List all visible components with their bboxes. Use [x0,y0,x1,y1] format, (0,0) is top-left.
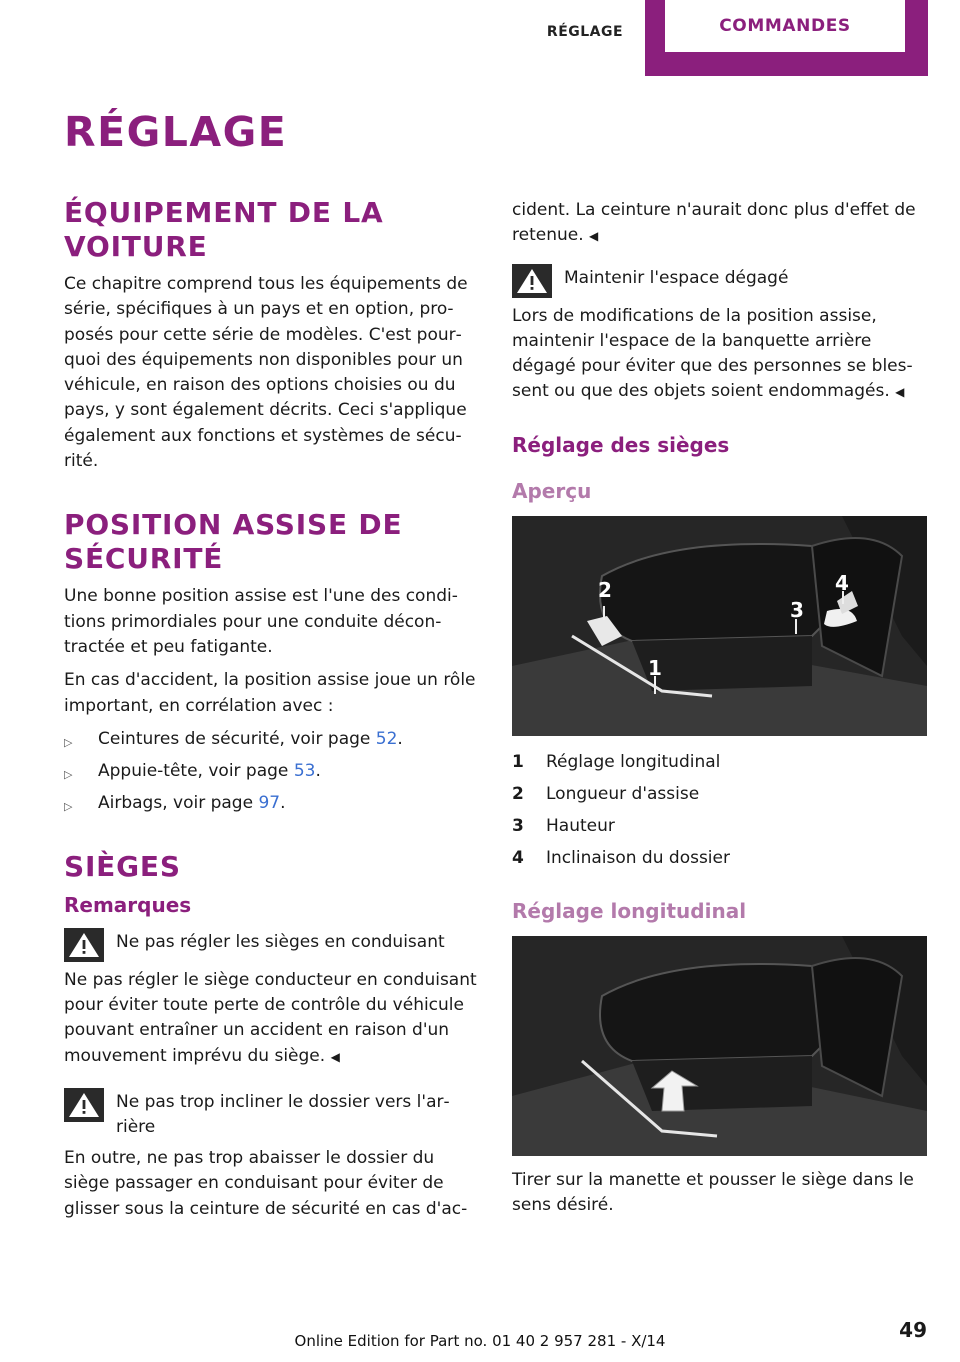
list-item: 2 Longueur d'assise [512,783,700,804]
bullet-item [64,791,479,816]
figure-callout-2: 2 [598,577,612,602]
bullet-text: Appuie-tête, voir page [98,760,294,781]
triangle-bullet-icon: ▷ [64,767,73,781]
list-item: 4 Inclinaison du dossier [512,847,730,868]
reglage-sieges-heading: Réglage des sièges [512,432,730,457]
warning-1-text: Ne pas régler le siège conducteur en conduisant pour éviter toute perte de contrôle du véhicule pouvant entraîner un accident en raison d'un mouvement imprévu du siège. ◀ [64,969,477,1066]
longitudinal-adjustment-illustration [512,936,927,1156]
warning-2-text: En outre, ne pas trop abaisser le dossier du siège passager en conduisant pour éviter de glisser sous la ceinture de sécurité en cas d'ac- [64,1148,468,1219]
bullet-text: Airbags, voir page [98,792,259,813]
warning-3-title: Maintenir l'espace dégagé [564,267,789,288]
warning-1 [64,928,479,962]
bullet-item [64,759,479,784]
position-paragraph-2: En cas d'accident, la position assise joue un rôle important, en corrélation avec : [64,670,476,716]
continued-text: cident. La ceinture n'aurait donc plus d'effet de retenue. ◀ [512,200,916,246]
warning-1-title: Ne pas régler les sièges en conduisant [116,931,445,952]
bullet-end: . [280,792,286,813]
warning-3-text: Lors de modifications de la position assise, maintenir l'espace de la banquette arrière dégagé pour éviter que des personnes se blessent ou que des objets soient endommagés. ◀ [512,305,913,402]
warning-2 [64,1088,479,1140]
list-item: 1 Réglage longitudinal [512,751,721,772]
footer-edition: Online Edition for Part no. 01 40 2 957 281 - X/14 [294,1332,666,1350]
warning-triangle-icon [64,928,104,962]
page-link-52[interactable]: 52 [375,728,398,749]
left-column [64,196,479,1230]
adjustment-list [512,746,927,874]
header-tab-commandes-label: COMMANDES [665,0,905,52]
reglage-longitudinal-heading: Réglage longitudinal [512,898,747,923]
page-title: RÉGLAGE [64,108,288,156]
list-item: 3 Hauteur [512,815,615,836]
seat-overview-figure [512,516,927,736]
equipment-text: Ce chapitre comprend tous les équipements de série, spécifiques à un pays et en option, proposés pour cette série de modèles. C'est pourquoi des équipements non disponibles pour un véhicule, en raison des options choisies ou du pays, y sont également décrits. Ceci s'applique également aux fonctions et systèmes de sécurité. [64,274,468,472]
page-link-97[interactable]: 97 [258,792,281,813]
end-mark-icon: ◀ [330,1049,340,1064]
position-heading: POSITION ASSISE DE SÉCURITÉ [64,508,403,576]
end-mark-icon: ◀ [895,385,905,400]
safety-bullet-list [64,727,479,816]
bullet-end: . [397,728,403,749]
triangle-bullet-icon: ▷ [64,735,73,749]
apercu-heading: Aperçu [512,478,592,503]
page-number: 49 [899,1318,927,1342]
header-tab-commandes[interactable] [645,0,928,76]
bullet-item [64,727,479,752]
warning-triangle-icon [64,1088,104,1122]
warning-triangle-icon [512,264,552,298]
figure-callout-1: 1 [648,655,662,680]
figure-callout-3: 3 [790,597,804,622]
position-paragraph-1: Une bonne position assise est l'une des conditions primordiales pour une conduite décontractée et peu fatigante. [64,586,458,657]
header-tab-reglage[interactable]: RÉGLAGE [546,24,624,40]
longitudinal-text: Tirer sur la manette et pousser le siège dans le sens désiré. [512,1169,914,1216]
page-link-53[interactable]: 53 [293,760,316,781]
equipment-heading: ÉQUIPEMENT DE LA VOITURE [64,196,384,263]
remarques-heading: Remarques [64,892,192,917]
bullet-end: . [315,760,321,781]
figure-callout-4: 4 [835,570,849,595]
triangle-bullet-icon: ▷ [64,799,73,813]
bullet-text: Ceintures de sécurité, voir page [98,728,376,749]
sieges-heading: SIÈGES [64,849,181,883]
warning-3 [512,264,927,298]
end-mark-icon: ◀ [589,229,599,244]
longitudinal-adjustment-figure [512,936,927,1156]
right-column [512,198,927,1226]
seat-overview-illustration [512,516,927,736]
warning-2-title: Ne pas trop incliner le dossier vers l'arrière [116,1092,450,1138]
